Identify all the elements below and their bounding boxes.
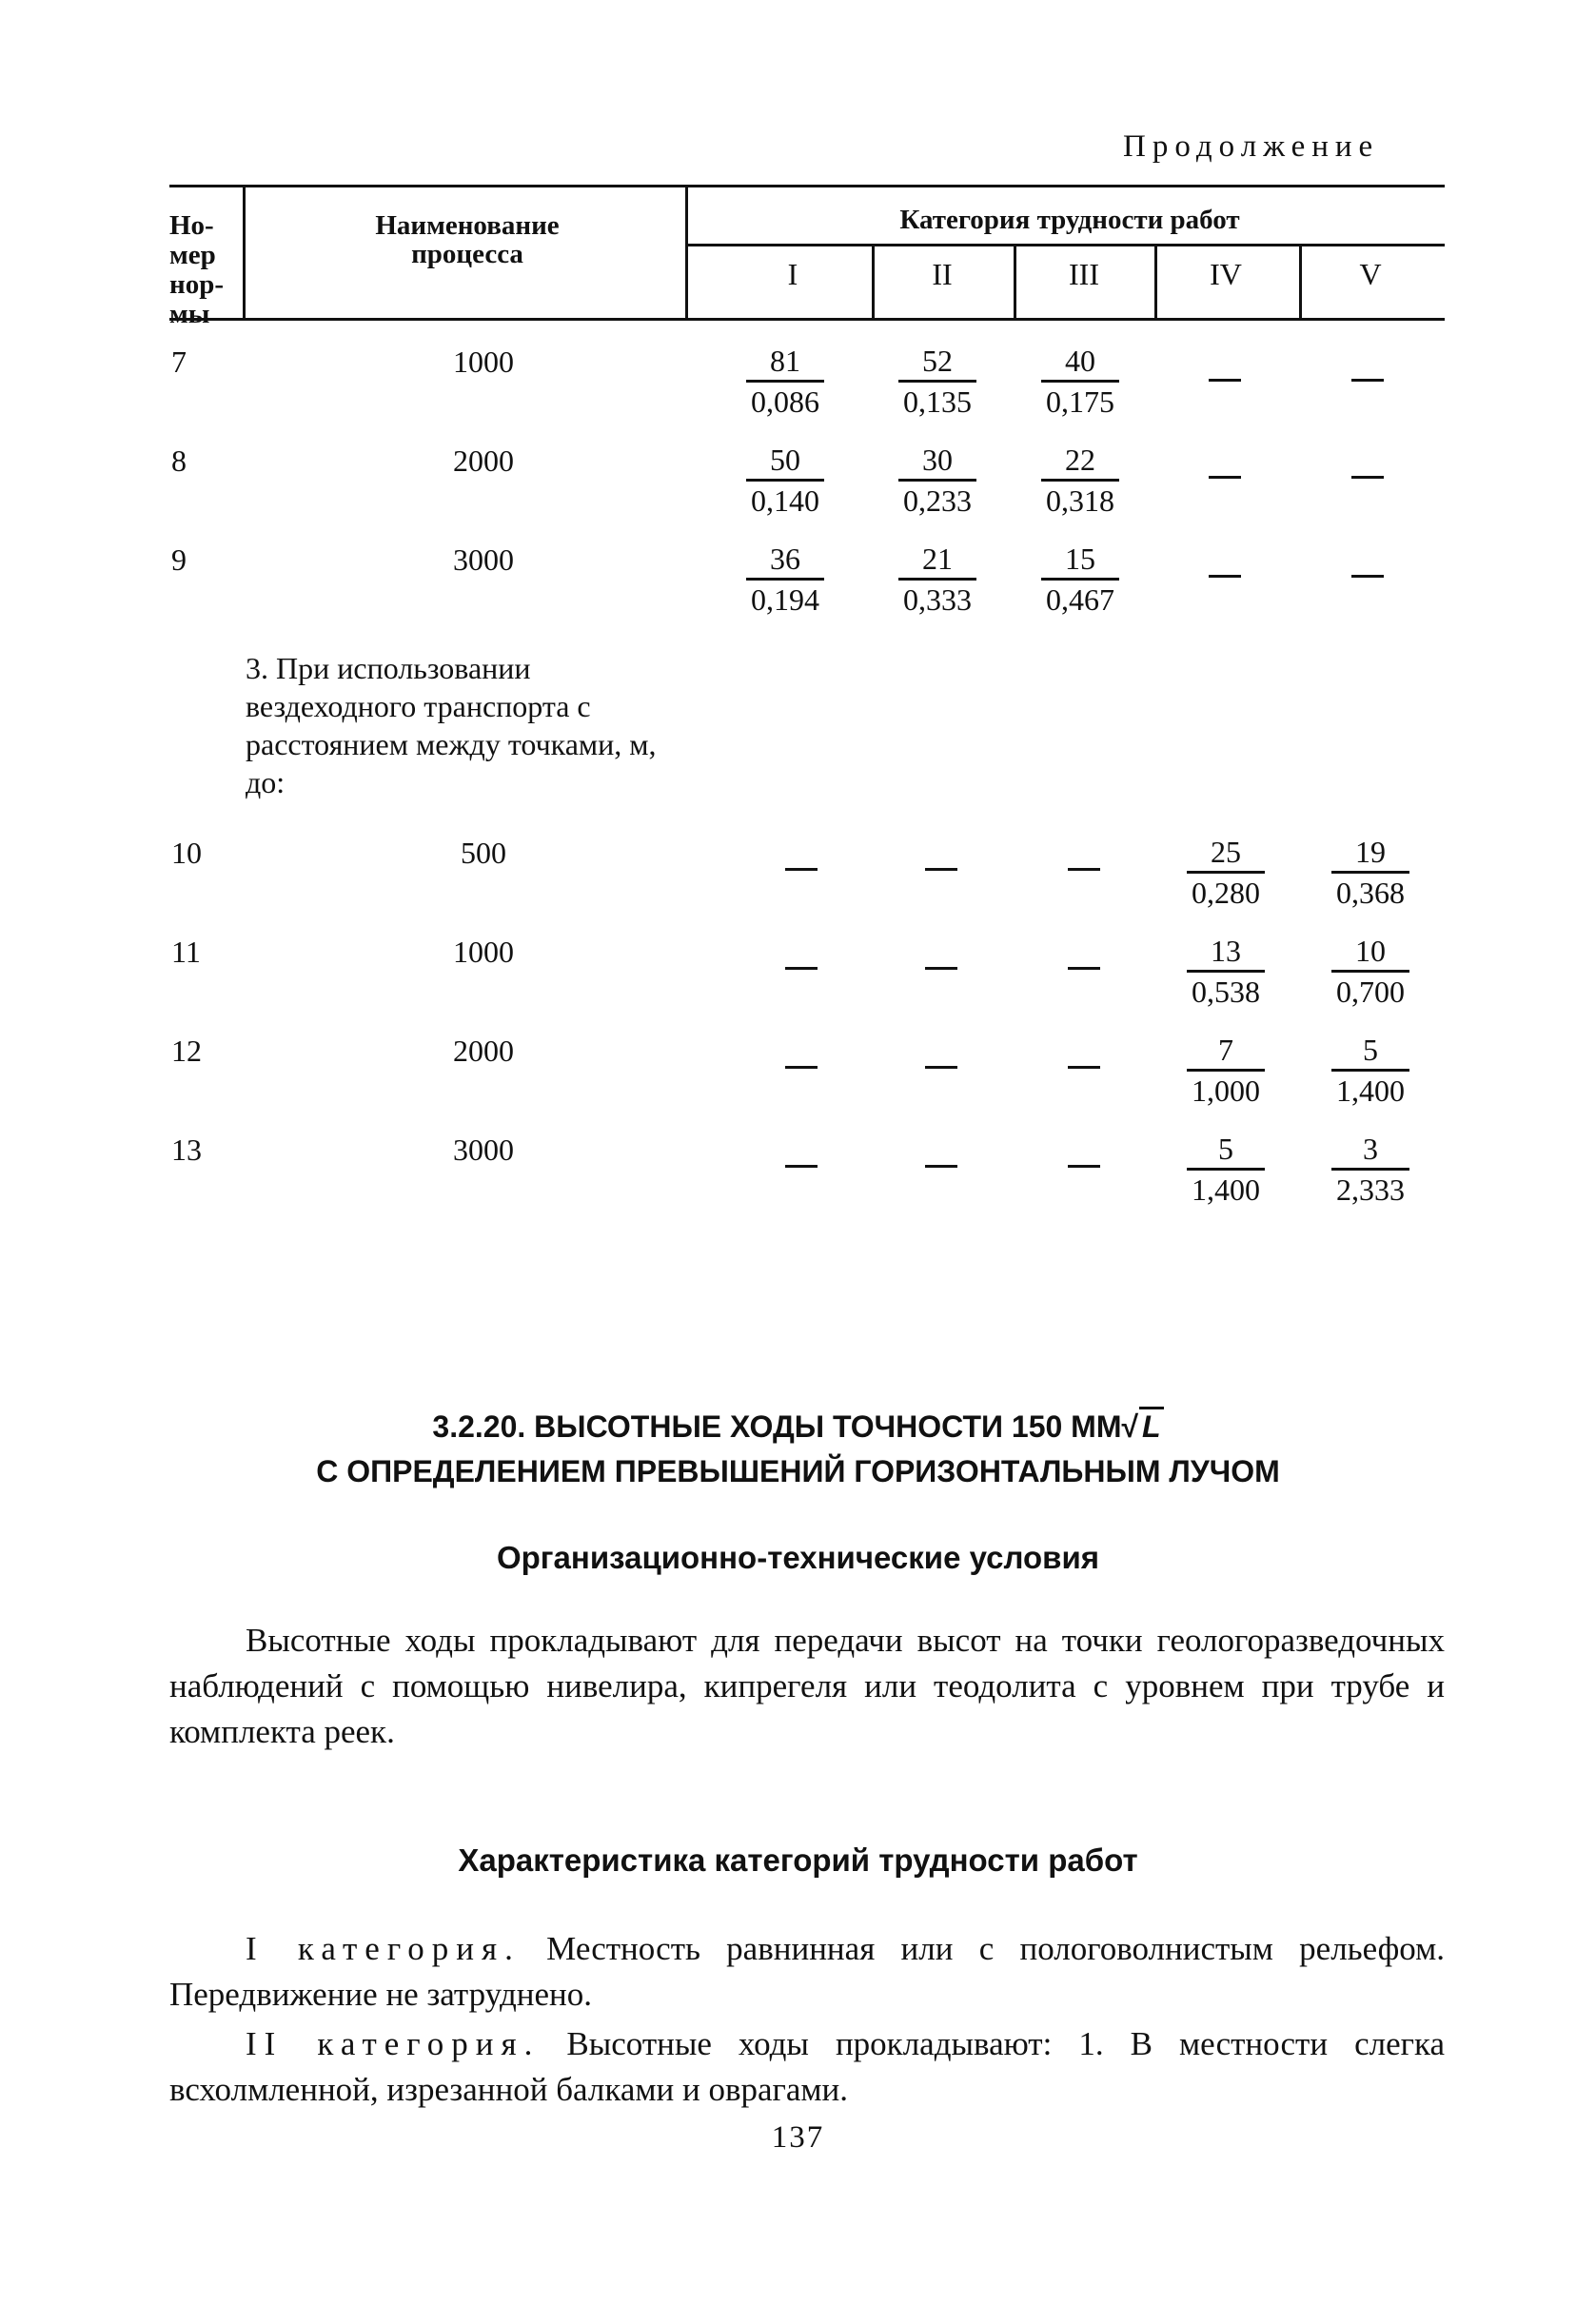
column-header-III: III <box>1069 257 1099 291</box>
row-7-cat-III: $\frac{40}{0,175}$ <box>1028 343 1133 420</box>
category-1-label: I категория. <box>246 1930 521 1967</box>
row-8-number: 8 <box>171 443 187 478</box>
row-11-name: 1000 <box>453 935 514 969</box>
column-header-I: I <box>787 257 798 291</box>
category-2-text: Высотные ходы прокладывают: 1. В местности слегка всхолмленной, изрезанной балками и оврагами. <box>169 2025 1445 2108</box>
row-10-cat-I-empty <box>785 868 818 871</box>
row-9-cat-III: $\frac{15}{0,467}$ <box>1028 541 1133 618</box>
row-7-cat-V-empty <box>1351 379 1384 382</box>
column-divider-4 <box>1299 244 1302 321</box>
row-13-number: 13 <box>171 1133 202 1167</box>
subtitle-organizational-conditions: Организационно-технические условия <box>496 1540 1099 1575</box>
table-subheading: 3. При использовании вездеходного транспорта с расстоянием между точками, м, до: <box>246 651 657 799</box>
row-13-cat-I-empty <box>785 1165 818 1168</box>
row-12-cat-I-empty <box>785 1066 818 1069</box>
row-13-cat-IV: $\frac{5}{1,400}$ <box>1173 1131 1278 1208</box>
row-7-name: 1000 <box>453 345 514 379</box>
subtitle-difficulty-categories: Характеристика категорий трудности работ <box>458 1842 1138 1878</box>
row-13-name: 3000 <box>453 1133 514 1167</box>
row-8-cat-I: $\frac{50}{0,140}$ <box>733 442 837 519</box>
row-10-number: 10 <box>171 836 202 870</box>
row-9-cat-V-empty <box>1351 575 1384 578</box>
row-12-cat-V: $\frac{5}{1,400}$ <box>1318 1032 1423 1109</box>
row-10-cat-III-empty <box>1068 868 1100 871</box>
header-norm-number: Но- мер нор- мы <box>169 210 224 329</box>
row-7-cat-IV-empty <box>1209 379 1241 382</box>
paragraph-category-2 <box>169 2021 1445 2113</box>
category-1-text: Местность равнинная или с пологоволнистым рельефом. Передвижение не затруднено. <box>169 1930 1446 2013</box>
page-number: 137 <box>771 2120 825 2155</box>
row-8-cat-II: $\frac{30}{0,233}$ <box>885 442 990 519</box>
row-12-cat-III-empty <box>1068 1066 1100 1069</box>
column-divider-2 <box>1014 244 1016 321</box>
table-top-rule <box>169 185 1445 187</box>
row-13-cat-V: $\frac{3}{2,333}$ <box>1318 1131 1423 1208</box>
row-9-name: 3000 <box>453 542 514 577</box>
header-bottom-rule <box>169 318 1445 321</box>
row-10-cat-IV: $\frac{25}{0,280}$ <box>1173 834 1278 911</box>
row-12-number: 12 <box>171 1034 202 1068</box>
row-8-cat-III: $\frac{22}{0,318}$ <box>1028 442 1133 519</box>
row-10-name: 500 <box>461 836 506 870</box>
square-root-icon: √ L <box>1121 1407 1163 1445</box>
radicand: L <box>1139 1407 1164 1445</box>
paragraph-organizational: Высотные ходы прокладывают для передачи высот на точки геологоразведочных наблюдений с помощью нивелира, кипрегеля или теодолита с уровнем при трубе и комплекта реек. <box>169 1622 1445 1750</box>
column-header-II: II <box>932 257 953 291</box>
row-7-number: 7 <box>171 345 187 379</box>
row-10-cat-II-empty <box>925 868 957 871</box>
row-12-cat-II-empty <box>925 1066 957 1069</box>
row-8-cat-V-empty <box>1351 476 1384 479</box>
column-divider-1 <box>872 244 875 321</box>
row-11-number: 11 <box>171 935 201 969</box>
continuation-label: Продолжение <box>1123 129 1380 164</box>
row-12-cat-IV: $\frac{7}{1,000}$ <box>1173 1032 1278 1109</box>
header-divider-2 <box>685 185 688 321</box>
row-9-cat-IV-empty <box>1209 575 1241 578</box>
section-title-line-1: 3.2.20. ВЫСОТНЫЕ ХОДЫ ТОЧНОСТИ 150 ММ√ L <box>0 1407 1596 1445</box>
row-11-cat-III-empty <box>1068 967 1100 970</box>
row-7-cat-II: $\frac{52}{0,135}$ <box>885 343 990 420</box>
header-difficulty-category: Категория трудности работ <box>899 205 1240 235</box>
row-11-cat-IV: $\frac{13}{0,538}$ <box>1173 933 1278 1010</box>
row-8-name: 2000 <box>453 443 514 478</box>
section-title-line-2: С ОПРЕДЕЛЕНИЕМ ПРЕВЫШЕНИЙ ГОРИЗОНТАЛЬНЫМ ЛУЧОМ <box>316 1454 1280 1488</box>
row-11-cat-V: $\frac{10}{0,700}$ <box>1318 933 1423 1010</box>
category-header-rule <box>687 244 1445 246</box>
row-9-number: 9 <box>171 542 187 577</box>
paragraph-category-1 <box>169 1926 1445 2018</box>
row-13-cat-III-empty <box>1068 1165 1100 1168</box>
category-2-label: II категория. <box>246 2025 541 2062</box>
column-header-V: V <box>1359 257 1382 291</box>
header-process-name: Наименование процесса <box>375 210 560 269</box>
column-divider-3 <box>1154 244 1157 321</box>
column-header-IV: IV <box>1210 257 1242 291</box>
row-10-cat-V: $\frac{19}{0,368}$ <box>1318 834 1423 911</box>
row-11-cat-II-empty <box>925 967 957 970</box>
row-9-cat-II: $\frac{21}{0,333}$ <box>885 541 990 618</box>
row-7-cat-I: $\frac{81}{0,086}$ <box>733 343 837 420</box>
row-9-cat-I: $\frac{36}{0,194}$ <box>733 541 837 618</box>
row-11-cat-I-empty <box>785 967 818 970</box>
row-13-cat-II-empty <box>925 1165 957 1168</box>
row-12-name: 2000 <box>453 1034 514 1068</box>
row-8-cat-IV-empty <box>1209 476 1241 479</box>
